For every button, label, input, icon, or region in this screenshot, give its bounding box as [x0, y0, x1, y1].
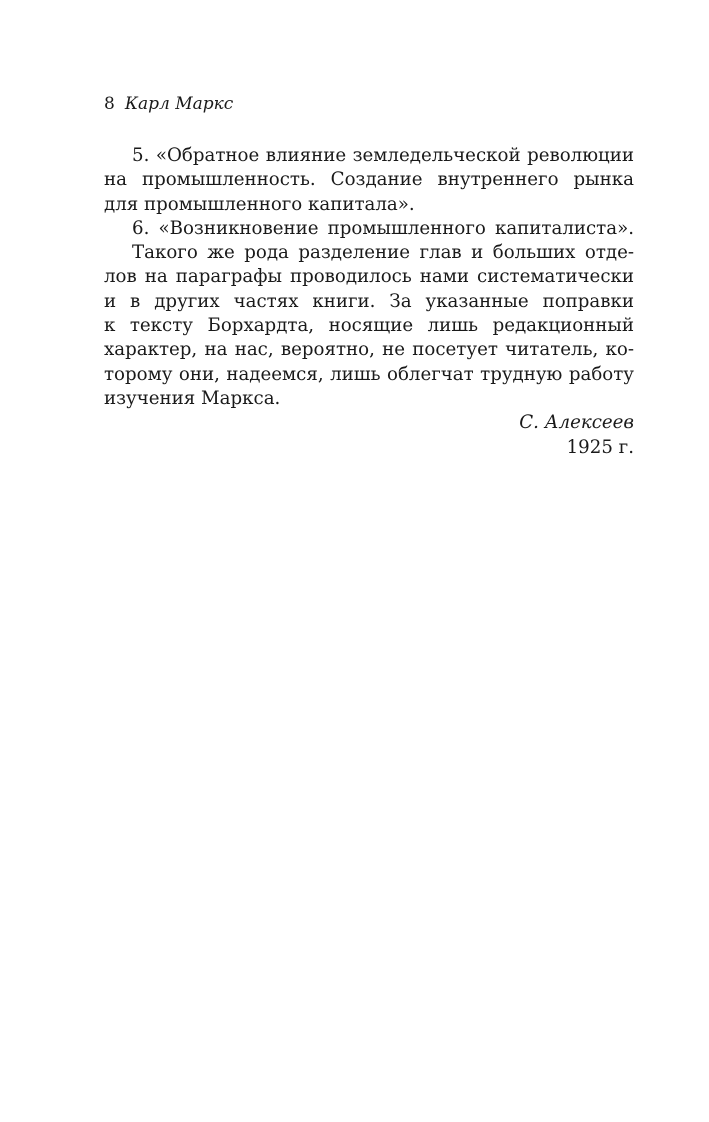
text-line: лов на параграфы проводилось нами систематически — [104, 266, 634, 288]
paragraph-item-6 — [104, 217, 634, 241]
text-line: характер, на нас, вероятно, не посетует читатель, ко- — [104, 339, 634, 361]
paragraph-item-5 — [104, 144, 634, 217]
running-head-author: Карл Маркс — [124, 94, 234, 114]
paragraph-main — [104, 241, 634, 411]
page-number: 8 — [104, 94, 115, 114]
signature-year: 1925 г. — [566, 436, 634, 458]
text-line: 6. «Возникновение промышленного капиталиста». — [132, 217, 634, 239]
book-page — [104, 92, 634, 460]
text-line: торому они, надеемся, лишь облегчат трудную работу — [104, 363, 634, 385]
signature-block — [104, 411, 634, 460]
text-line: к тексту Борхардта, носящие лишь редакционный — [104, 315, 634, 337]
text-line: Такого же рода разделение глав и больших отде- — [132, 242, 634, 264]
text-line: для промышленного капитала». — [104, 193, 415, 215]
text-line: изучения Маркса. — [104, 387, 281, 409]
body-text — [104, 144, 634, 411]
running-head — [104, 92, 634, 116]
text-line: на промышленность. Создание внутреннего рынка — [104, 169, 634, 191]
signature-name: С. Алексеев — [519, 412, 634, 434]
text-line: 5. «Обратное влияние земледельческой революции — [132, 145, 634, 166]
text-line: и в других частях книги. За указанные поправки — [104, 290, 634, 312]
